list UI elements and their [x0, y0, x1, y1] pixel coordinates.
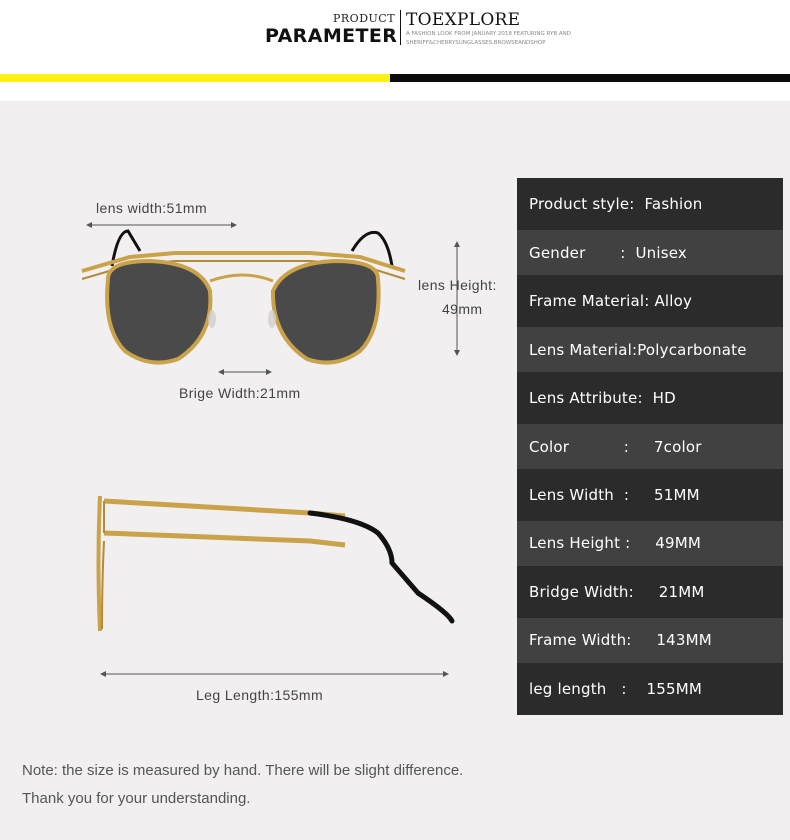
header-parameter-title: PARAMETER	[265, 25, 398, 47]
glasses-illustration	[0, 101, 510, 840]
spec-row: Gender : Unisex	[517, 230, 783, 275]
spec-row: Lens Height : 49MM	[517, 521, 783, 566]
header-banner	[0, 0, 790, 100]
spec-table	[517, 178, 783, 715]
bridge-width-arrow	[218, 369, 272, 375]
leg-length-label: Leg Length:155mm	[196, 687, 324, 703]
lens-height-value: 49mm	[442, 301, 483, 317]
spec-row: Lens Material:Polycarbonate	[517, 327, 783, 372]
spec-row: Color : 7color	[517, 424, 783, 469]
bridge-width-label: Brige Width:21mm	[179, 385, 301, 401]
spec-row: Product style: Fashion	[517, 178, 783, 230]
spec-row: Lens Attribute: HD	[517, 372, 783, 424]
leg-length-arrow	[100, 671, 449, 677]
header-brand: TOEXPLORE	[406, 10, 521, 30]
lens-width-label: lens width:51mm	[96, 200, 208, 216]
note-line-1: Note: the size is measured by hand. There will be slight difference.	[22, 762, 464, 779]
header-yellow-bar	[0, 74, 390, 82]
spec-row: leg length : 155MM	[517, 663, 783, 715]
side-view-glasses	[99, 496, 453, 631]
spec-row: Frame Width: 143MM	[517, 618, 783, 663]
header-divider	[400, 10, 401, 45]
spec-row: Lens Width : 51MM	[517, 469, 783, 521]
spec-row: Frame Material: Alloy	[517, 275, 783, 327]
lens-height-label: lens Height:	[418, 277, 497, 293]
note-line-2: Thank you for your understanding.	[22, 790, 251, 807]
front-view-glasses	[82, 231, 405, 363]
product-parameter-panel	[0, 101, 790, 840]
lens-height-arrow	[454, 241, 460, 356]
spec-row: Bridge Width: 21MM	[517, 566, 783, 618]
lens-width-arrow	[86, 222, 237, 228]
header-black-bar	[390, 74, 790, 82]
header-product-label: PRODUCT	[333, 12, 396, 25]
header-tagline: A FASHION LOOK FROM JANUARY 2018 FEATURING RYB AND SHERIFF&CHERRYSUNGLASSES.BROWSEANDSHOP	[406, 31, 571, 46]
